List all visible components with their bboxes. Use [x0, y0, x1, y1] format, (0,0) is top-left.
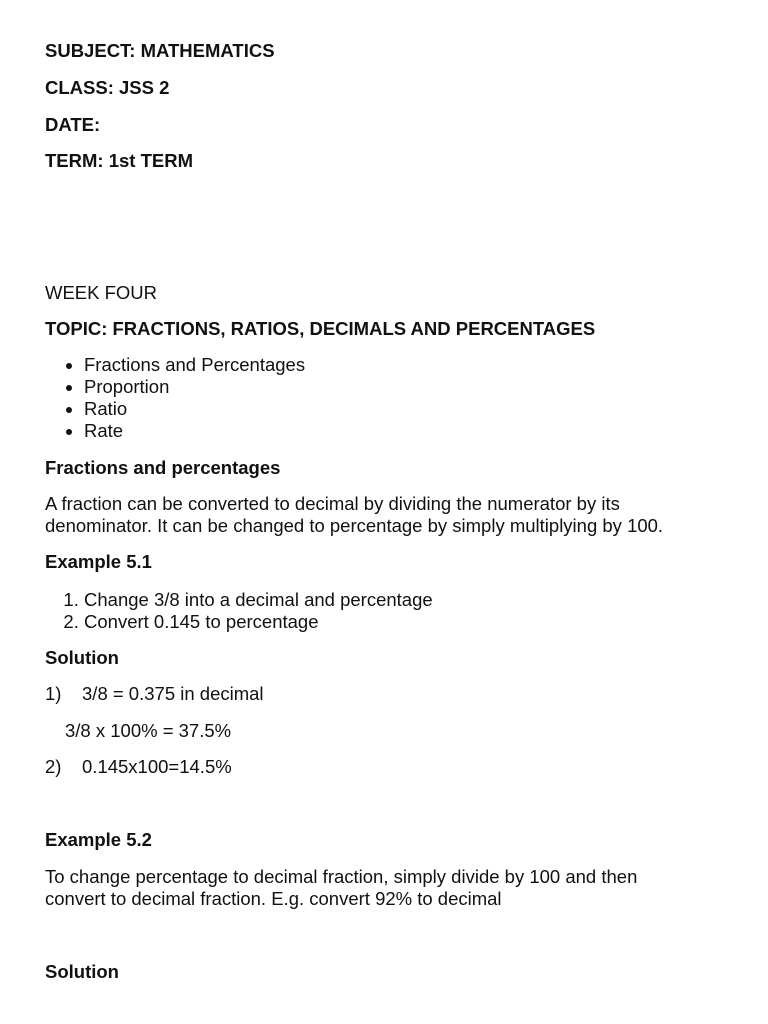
document-page	[45, 0, 735, 1024]
intro-paragraph	[45, 493, 735, 537]
example-1-heading: Example 5.1	[45, 551, 152, 572]
list-item: • Rate	[84, 420, 305, 442]
paragraph-line: denominator. It can be changed to percentage by simply multiplying by 100.	[45, 515, 664, 536]
example-1-list	[45, 589, 433, 633]
solution-1-heading: Solution	[45, 647, 119, 668]
solution-line: 3/8 x 100% = 37.5%	[65, 720, 232, 741]
paragraph-line: convert to decimal fraction. E.g. convert 92% to decimal	[45, 888, 502, 909]
topic-list	[45, 354, 305, 442]
list-item: • Fractions and Percentages	[84, 354, 305, 376]
solution-line: 1) 3/8 = 0.375 in decimal	[45, 683, 264, 704]
list-item: • Ratio	[84, 398, 305, 420]
list-item: 1. Change 3/8 into a decimal and percentage	[84, 589, 433, 611]
example-2-heading: Example 5.2	[45, 829, 152, 850]
topic-title: TOPIC: FRACTIONS, RATIOS, DECIMALS AND PERCENTAGES	[45, 318, 596, 339]
example-2-paragraph	[45, 866, 735, 910]
class-line: CLASS: JSS 2	[45, 77, 170, 98]
paragraph-line: To change percentage to decimal fraction, simply divide by 100 and then	[45, 866, 638, 887]
solution-line: 2) 0.145x100=14.5%	[45, 756, 232, 777]
week-label: WEEK FOUR	[45, 282, 158, 303]
term-line: TERM: 1st TERM	[45, 150, 193, 171]
subject-line: SUBJECT: MATHEMATICS	[45, 40, 275, 61]
date-line: DATE:	[45, 114, 101, 135]
paragraph-line: A fraction can be converted to decimal by dividing the numerator by its	[45, 493, 620, 514]
list-item: • Proportion	[84, 376, 305, 398]
list-item: 2. Convert 0.145 to percentage	[84, 611, 433, 633]
solution-2-heading: Solution	[45, 961, 119, 982]
section-heading: Fractions and percentages	[45, 457, 281, 478]
